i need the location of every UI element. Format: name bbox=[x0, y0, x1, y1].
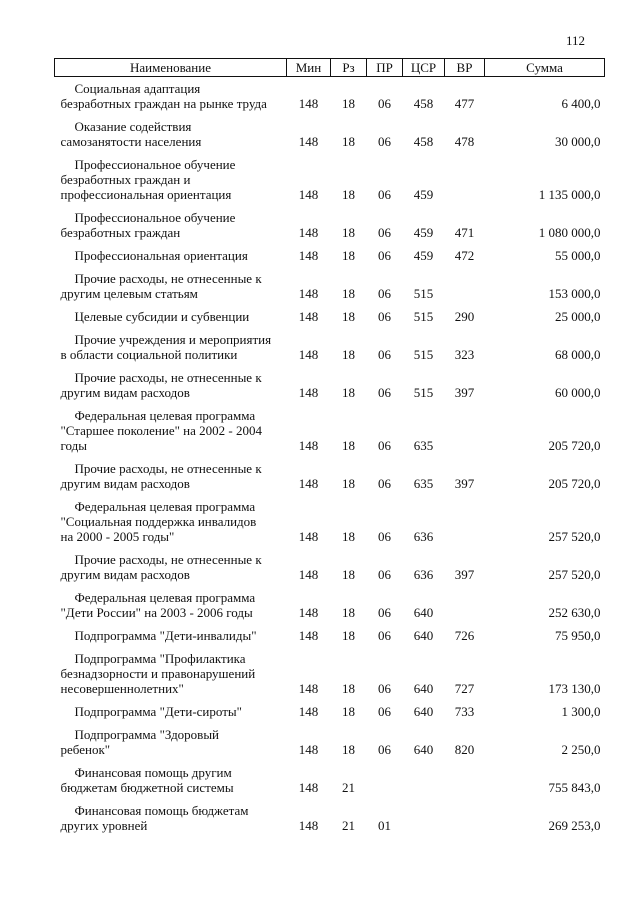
row-sum: 6 400,0 bbox=[561, 96, 601, 111]
row-min: 148 bbox=[298, 567, 319, 582]
row-name-text: Профессиональное обучение bbox=[74, 210, 236, 225]
row-pr: 06 bbox=[378, 628, 391, 643]
row-csr: 458 bbox=[413, 134, 434, 149]
row-rz: 18 bbox=[342, 309, 355, 324]
row-name bbox=[55, 495, 287, 548]
row-name bbox=[55, 267, 287, 305]
row-rz: 18 bbox=[342, 742, 355, 757]
row-name-line bbox=[61, 157, 285, 172]
row-csr: 459 bbox=[413, 225, 434, 240]
row-vr bbox=[445, 267, 485, 305]
row-name-text: Федеральная целевая программа bbox=[74, 590, 256, 605]
row-csr bbox=[403, 799, 445, 837]
table-row bbox=[55, 77, 605, 116]
row-rz: 18 bbox=[342, 248, 355, 263]
row-csr: 515 bbox=[413, 385, 434, 400]
row-name-line bbox=[61, 628, 285, 643]
row-min: 148 bbox=[298, 385, 319, 400]
table-header bbox=[55, 59, 605, 77]
row-name-line bbox=[61, 332, 285, 347]
row-name-text: безработных граждан на рынке труда bbox=[60, 96, 267, 111]
row-csr: 636 bbox=[413, 529, 434, 544]
row-sum: 205 720,0 bbox=[548, 476, 601, 491]
row-rz: 18 bbox=[342, 476, 355, 491]
table-row bbox=[55, 586, 605, 624]
header-csr: ЦСР bbox=[403, 59, 445, 77]
row-vr: 478 bbox=[454, 134, 475, 149]
row-name-text: Федеральная целевая программа bbox=[74, 408, 256, 423]
row-name-line bbox=[61, 567, 285, 582]
table-row bbox=[55, 153, 605, 206]
table-row bbox=[55, 700, 605, 723]
row-rz: 18 bbox=[342, 681, 355, 696]
row-csr: 636 bbox=[413, 567, 434, 582]
row-name-line bbox=[61, 248, 285, 263]
row-rz: 21 bbox=[342, 780, 355, 795]
table-row bbox=[55, 305, 605, 328]
row-name-text: безработных граждан и bbox=[60, 172, 191, 187]
row-name-line bbox=[61, 803, 285, 818]
row-name-text: годы bbox=[60, 438, 87, 453]
row-pr: 06 bbox=[378, 529, 391, 544]
row-rz: 18 bbox=[342, 225, 355, 240]
row-vr: 477 bbox=[454, 96, 475, 111]
table-row bbox=[55, 206, 605, 244]
row-name-text: Прочие расходы, не отнесенные к bbox=[74, 552, 262, 567]
row-name-line bbox=[61, 765, 285, 780]
table-row bbox=[55, 495, 605, 548]
row-pr: 06 bbox=[378, 134, 391, 149]
row-name bbox=[55, 548, 287, 586]
row-name-text: самозанятости населения bbox=[60, 134, 202, 149]
row-min: 148 bbox=[298, 248, 319, 263]
row-pr: 06 bbox=[378, 704, 391, 719]
row-name bbox=[55, 586, 287, 624]
row-csr: 515 bbox=[413, 347, 434, 362]
row-name-text: другим целевым статьям bbox=[60, 286, 198, 301]
row-name-text: профессиональная ориентация bbox=[60, 187, 232, 202]
row-name bbox=[55, 305, 287, 328]
row-name-text: Прочие учреждения и мероприятия bbox=[74, 332, 272, 347]
row-name-line bbox=[61, 742, 285, 757]
row-name-line bbox=[61, 681, 285, 696]
row-name bbox=[55, 457, 287, 495]
header-pr: ПР bbox=[367, 59, 403, 77]
row-name bbox=[55, 647, 287, 700]
row-pr: 06 bbox=[378, 385, 391, 400]
row-min: 148 bbox=[298, 780, 319, 795]
row-vr bbox=[445, 404, 485, 457]
row-sum: 55 000,0 bbox=[555, 248, 601, 263]
row-name-line bbox=[61, 309, 285, 324]
row-pr: 01 bbox=[378, 818, 391, 833]
row-name bbox=[55, 624, 287, 647]
table-row bbox=[55, 244, 605, 267]
row-vr: 733 bbox=[454, 704, 475, 719]
row-name-line bbox=[61, 476, 285, 491]
row-name-text: Подпрограмма "Дети-сироты" bbox=[74, 704, 242, 719]
row-vr bbox=[445, 495, 485, 548]
row-name bbox=[55, 77, 287, 116]
row-name bbox=[55, 700, 287, 723]
row-rz: 21 bbox=[342, 818, 355, 833]
row-sum: 2 250,0 bbox=[561, 742, 601, 757]
row-sum: 1 080 000,0 bbox=[538, 225, 601, 240]
table-row bbox=[55, 799, 605, 837]
header-sum: Сумма bbox=[485, 59, 605, 77]
row-name-line bbox=[61, 408, 285, 423]
row-name-text: Профессиональное обучение bbox=[74, 157, 236, 172]
row-pr: 06 bbox=[378, 225, 391, 240]
row-name-text: безнадзорности и правонарушений bbox=[60, 666, 256, 681]
row-name bbox=[55, 366, 287, 404]
row-pr: 06 bbox=[378, 248, 391, 263]
row-vr: 820 bbox=[454, 742, 475, 757]
table-row bbox=[55, 115, 605, 153]
row-name-text: другим видам расходов bbox=[60, 567, 190, 582]
row-name bbox=[55, 799, 287, 837]
row-min: 148 bbox=[298, 134, 319, 149]
row-csr: 640 bbox=[413, 742, 434, 757]
row-sum: 257 520,0 bbox=[548, 567, 601, 582]
row-name-line bbox=[61, 370, 285, 385]
row-name-line bbox=[61, 552, 285, 567]
table-row bbox=[55, 267, 605, 305]
header-name: Наименование bbox=[55, 59, 287, 77]
row-name-text: другим видам расходов bbox=[60, 476, 190, 491]
row-name bbox=[55, 404, 287, 457]
row-name-text: других уровней bbox=[60, 818, 148, 833]
header-rz: Рз bbox=[331, 59, 367, 77]
row-name-text: Подпрограмма "Профилактика bbox=[74, 651, 246, 666]
row-name-text: Финансовая помощь другим bbox=[74, 765, 232, 780]
row-name-line bbox=[61, 529, 285, 544]
row-pr: 06 bbox=[378, 476, 391, 491]
row-name-line bbox=[61, 590, 285, 605]
row-csr: 640 bbox=[413, 704, 434, 719]
row-rz: 18 bbox=[342, 347, 355, 362]
row-rz: 18 bbox=[342, 704, 355, 719]
row-name-text: Финансовая помощь бюджетам bbox=[74, 803, 249, 818]
row-name-text: Федеральная целевая программа bbox=[74, 499, 256, 514]
row-pr: 06 bbox=[378, 309, 391, 324]
row-min: 148 bbox=[298, 309, 319, 324]
row-name bbox=[55, 244, 287, 267]
row-rz: 18 bbox=[342, 438, 355, 453]
row-name-line bbox=[61, 271, 285, 286]
row-sum: 153 000,0 bbox=[548, 286, 601, 301]
row-name-text: Подпрограмма "Здоровый bbox=[74, 727, 220, 742]
row-vr bbox=[445, 586, 485, 624]
row-csr: 640 bbox=[413, 681, 434, 696]
row-name-line bbox=[61, 347, 285, 362]
row-csr: 640 bbox=[413, 605, 434, 620]
row-csr: 515 bbox=[413, 309, 434, 324]
row-name bbox=[55, 761, 287, 799]
row-name-text: безработных граждан bbox=[60, 225, 181, 240]
row-csr: 635 bbox=[413, 476, 434, 491]
row-name-line bbox=[61, 438, 285, 453]
row-name-line bbox=[61, 81, 285, 96]
row-pr: 06 bbox=[378, 605, 391, 620]
row-vr: 727 bbox=[454, 681, 475, 696]
row-min: 148 bbox=[298, 286, 319, 301]
row-name-line bbox=[61, 210, 285, 225]
table-body bbox=[55, 77, 605, 838]
row-min: 148 bbox=[298, 225, 319, 240]
row-vr: 472 bbox=[454, 248, 475, 263]
row-csr: 635 bbox=[413, 438, 434, 453]
row-sum: 60 000,0 bbox=[555, 385, 601, 400]
row-sum: 30 000,0 bbox=[555, 134, 601, 149]
table-row bbox=[55, 647, 605, 700]
row-name-text: Целевые субсидии и субвенции bbox=[74, 309, 250, 324]
row-name-text: ребенок" bbox=[60, 742, 111, 757]
row-csr bbox=[403, 761, 445, 799]
row-name bbox=[55, 115, 287, 153]
row-min: 148 bbox=[298, 529, 319, 544]
row-csr: 458 bbox=[413, 96, 434, 111]
row-name-line bbox=[61, 134, 285, 149]
row-csr: 459 bbox=[413, 187, 434, 202]
row-pr: 06 bbox=[378, 438, 391, 453]
row-name-line bbox=[61, 818, 285, 833]
row-csr: 515 bbox=[413, 286, 434, 301]
row-name-line bbox=[61, 605, 285, 620]
page-number: 112 bbox=[566, 33, 586, 48]
row-rz: 18 bbox=[342, 605, 355, 620]
row-name-line bbox=[61, 119, 285, 134]
row-name-text: Социальная адаптация bbox=[74, 81, 201, 96]
table-row bbox=[55, 366, 605, 404]
row-pr: 06 bbox=[378, 187, 391, 202]
row-vr bbox=[445, 153, 485, 206]
row-name-line bbox=[61, 96, 285, 111]
row-min: 148 bbox=[298, 476, 319, 491]
row-csr: 640 bbox=[413, 628, 434, 643]
row-name-text: на 2000 - 2005 годы" bbox=[60, 529, 175, 544]
row-vr: 471 bbox=[454, 225, 475, 240]
row-pr: 06 bbox=[378, 96, 391, 111]
table-row bbox=[55, 723, 605, 761]
row-rz: 18 bbox=[342, 567, 355, 582]
row-name-line bbox=[61, 461, 285, 476]
row-name-text: "Дети России" на 2003 - 2006 годы bbox=[60, 605, 253, 620]
row-name bbox=[55, 206, 287, 244]
row-sum: 257 520,0 bbox=[548, 529, 601, 544]
row-name-text: Прочие расходы, не отнесенные к bbox=[74, 370, 262, 385]
row-vr: 726 bbox=[454, 628, 475, 643]
row-name-line bbox=[61, 225, 285, 240]
row-name-line bbox=[61, 172, 285, 187]
row-pr: 06 bbox=[378, 347, 391, 362]
row-vr: 323 bbox=[454, 347, 475, 362]
row-sum: 173 130,0 bbox=[548, 681, 601, 696]
row-pr: 06 bbox=[378, 681, 391, 696]
row-name-line bbox=[61, 727, 285, 742]
row-name-line bbox=[61, 286, 285, 301]
table-row bbox=[55, 328, 605, 366]
row-min: 148 bbox=[298, 742, 319, 757]
row-rz: 18 bbox=[342, 385, 355, 400]
row-rz: 18 bbox=[342, 187, 355, 202]
row-sum: 205 720,0 bbox=[548, 438, 601, 453]
row-csr: 459 bbox=[413, 248, 434, 263]
row-rz: 18 bbox=[342, 286, 355, 301]
row-name-text: "Старшее поколение" на 2002 - 2004 bbox=[60, 423, 262, 438]
row-name-text: Профессиональная ориентация bbox=[74, 248, 248, 263]
row-name-text: "Социальная поддержка инвалидов bbox=[60, 514, 257, 529]
row-name-text: Оказание содействия bbox=[74, 119, 192, 134]
table-row bbox=[55, 548, 605, 586]
row-vr: 290 bbox=[454, 309, 475, 324]
budget-table bbox=[54, 58, 605, 837]
row-min: 148 bbox=[298, 681, 319, 696]
row-vr bbox=[445, 799, 485, 837]
row-name bbox=[55, 723, 287, 761]
row-rz: 18 bbox=[342, 529, 355, 544]
row-pr: 06 bbox=[378, 567, 391, 582]
row-sum: 1 135 000,0 bbox=[538, 187, 601, 202]
row-name-text: другим видам расходов bbox=[60, 385, 190, 400]
row-vr bbox=[445, 761, 485, 799]
table-row bbox=[55, 624, 605, 647]
row-min: 148 bbox=[298, 704, 319, 719]
row-pr bbox=[367, 761, 403, 799]
row-name bbox=[55, 328, 287, 366]
table-row bbox=[55, 404, 605, 457]
row-sum: 755 843,0 bbox=[548, 780, 601, 795]
row-min: 148 bbox=[298, 96, 319, 111]
row-name-line bbox=[61, 780, 285, 795]
row-name-text: несовершеннолетних" bbox=[60, 681, 184, 696]
table-row bbox=[55, 457, 605, 495]
row-rz: 18 bbox=[342, 134, 355, 149]
row-min: 148 bbox=[298, 347, 319, 362]
row-name-line bbox=[61, 385, 285, 400]
row-min: 148 bbox=[298, 605, 319, 620]
row-vr: 397 bbox=[454, 567, 475, 582]
row-min: 148 bbox=[298, 438, 319, 453]
row-min: 148 bbox=[298, 818, 319, 833]
row-vr: 397 bbox=[454, 385, 475, 400]
row-name-line bbox=[61, 514, 285, 529]
row-pr: 06 bbox=[378, 286, 391, 301]
row-sum: 75 950,0 bbox=[555, 628, 601, 643]
row-sum: 1 300,0 bbox=[561, 704, 601, 719]
row-sum: 68 000,0 bbox=[555, 347, 601, 362]
row-sum: 269 253,0 bbox=[548, 818, 601, 833]
row-min: 148 bbox=[298, 628, 319, 643]
row-name-text: Подпрограмма "Дети-инвалиды" bbox=[74, 628, 257, 643]
table-row bbox=[55, 761, 605, 799]
row-rz: 18 bbox=[342, 628, 355, 643]
row-name-line bbox=[61, 423, 285, 438]
row-name-text: бюджетам бюджетной системы bbox=[60, 780, 234, 795]
row-rz: 18 bbox=[342, 96, 355, 111]
row-name-line bbox=[61, 666, 285, 681]
row-min: 148 bbox=[298, 187, 319, 202]
header-vr: ВР bbox=[445, 59, 485, 77]
row-name-line bbox=[61, 704, 285, 719]
row-sum: 252 630,0 bbox=[548, 605, 601, 620]
row-name bbox=[55, 153, 287, 206]
row-sum: 25 000,0 bbox=[555, 309, 601, 324]
row-name-line bbox=[61, 651, 285, 666]
row-pr: 06 bbox=[378, 742, 391, 757]
row-name-line bbox=[61, 187, 285, 202]
header-min: Мин bbox=[287, 59, 331, 77]
row-name-text: Прочие расходы, не отнесенные к bbox=[74, 461, 262, 476]
row-name-text: Прочие расходы, не отнесенные к bbox=[74, 271, 262, 286]
row-name-text: в области социальной политики bbox=[60, 347, 238, 362]
row-vr: 397 bbox=[454, 476, 475, 491]
row-name-line bbox=[61, 499, 285, 514]
